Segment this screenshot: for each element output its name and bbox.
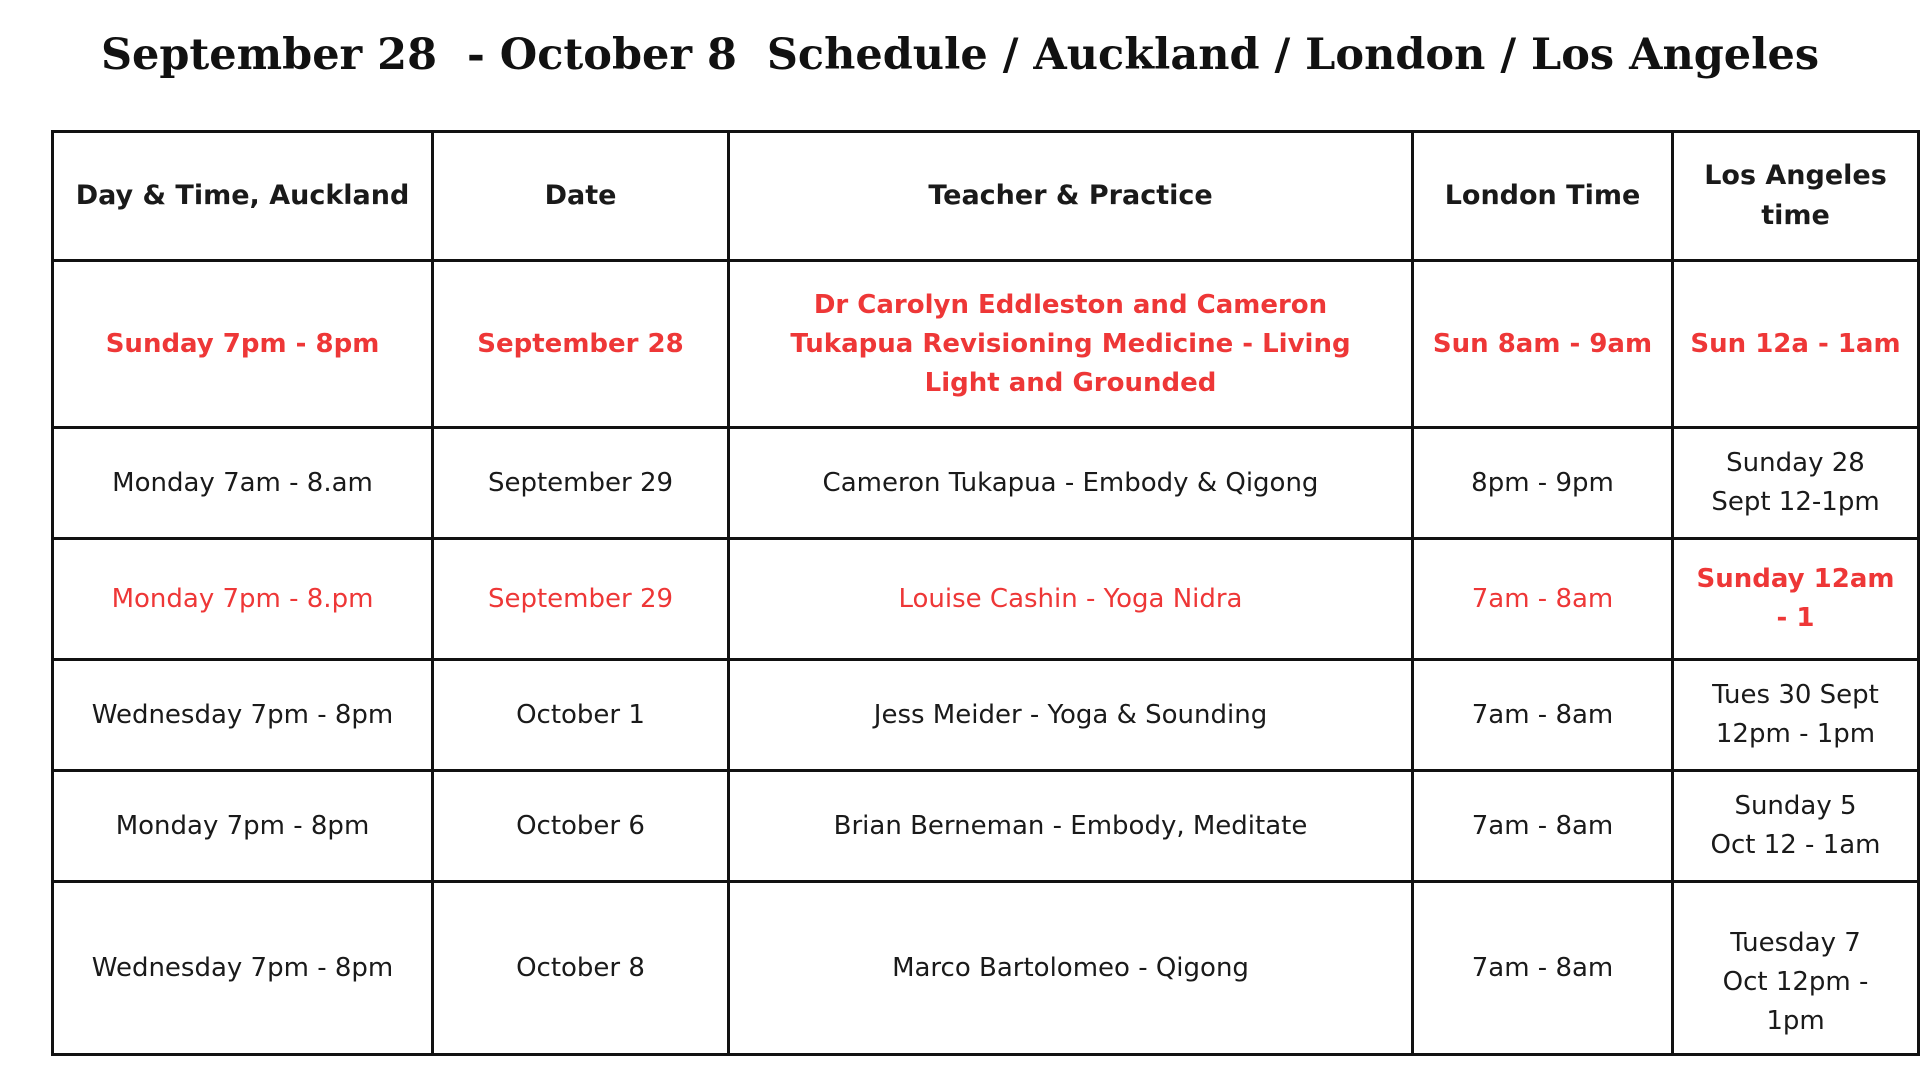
date-cell: October 1: [433, 660, 729, 771]
table-row: [53, 771, 1919, 882]
london-time-cell: 7am - 8am: [1413, 771, 1673, 882]
london-time-cell: 7am - 8am: [1413, 660, 1673, 771]
la-time-cell: Sunday 5 Oct 12 - 1am: [1673, 771, 1919, 882]
date-cell: October 8: [433, 882, 729, 1055]
table-header-row: [53, 132, 1919, 261]
schedule-table: [51, 130, 1920, 1056]
column-header-teacher: Teacher & Practice: [729, 132, 1413, 261]
la-time-cell: Sun 12a - 1am: [1673, 261, 1919, 428]
date-cell: October 6: [433, 771, 729, 882]
page-title: September 28 - October 8 Schedule / Auckland / London / Los Angeles: [100, 30, 1820, 80]
auckland-time-cell: Monday 7pm - 8.pm: [53, 539, 433, 660]
auckland-time-cell: Monday 7pm - 8pm: [53, 771, 433, 882]
teacher-practice-cell: Marco Bartolomeo - Qigong: [729, 882, 1413, 1055]
column-header-date: Date: [433, 132, 729, 261]
table-row: [53, 261, 1919, 428]
auckland-time-cell: Wednesday 7pm - 8pm: [53, 660, 433, 771]
auckland-time-cell: Sunday 7pm - 8pm: [53, 261, 433, 428]
teacher-practice-cell: Jess Meider - Yoga & Sounding: [729, 660, 1413, 771]
table-row: [53, 539, 1919, 660]
london-time-cell: 7am - 8am: [1413, 539, 1673, 660]
column-header-auckland: Day & Time, Auckland: [53, 132, 433, 261]
teacher-practice-cell: Dr Carolyn Eddleston and Cameron Tukapua Revisioning Medicine - Living Light and Grounded: [729, 261, 1413, 428]
london-time-cell: 7am - 8am: [1413, 882, 1673, 1055]
table-row: [53, 428, 1919, 539]
teacher-practice-cell: Cameron Tukapua - Embody & Qigong: [729, 428, 1413, 539]
teacher-practice-cell: Louise Cashin - Yoga Nidra: [729, 539, 1413, 660]
column-header-london: London Time: [1413, 132, 1673, 261]
date-cell: September 29: [433, 539, 729, 660]
la-time-cell: Sunday 28 Sept 12-1pm: [1673, 428, 1919, 539]
la-time-cell: Tues 30 Sept 12pm - 1pm: [1673, 660, 1919, 771]
auckland-time-cell: Wednesday 7pm - 8pm: [53, 882, 433, 1055]
date-cell: September 29: [433, 428, 729, 539]
teacher-practice-cell: Brian Berneman - Embody, Meditate: [729, 771, 1413, 882]
auckland-time-cell: Monday 7am - 8.am: [53, 428, 433, 539]
table-row: [53, 660, 1919, 771]
column-header-la: Los Angeles time: [1673, 132, 1919, 261]
table-row: [53, 882, 1919, 1055]
la-time-cell: Sunday 12am - 1: [1673, 539, 1919, 660]
la-time-cell: Tuesday 7 Oct 12pm - 1pm: [1673, 882, 1919, 1055]
date-cell: September 28: [433, 261, 729, 428]
london-time-cell: Sun 8am - 9am: [1413, 261, 1673, 428]
london-time-cell: 8pm - 9pm: [1413, 428, 1673, 539]
